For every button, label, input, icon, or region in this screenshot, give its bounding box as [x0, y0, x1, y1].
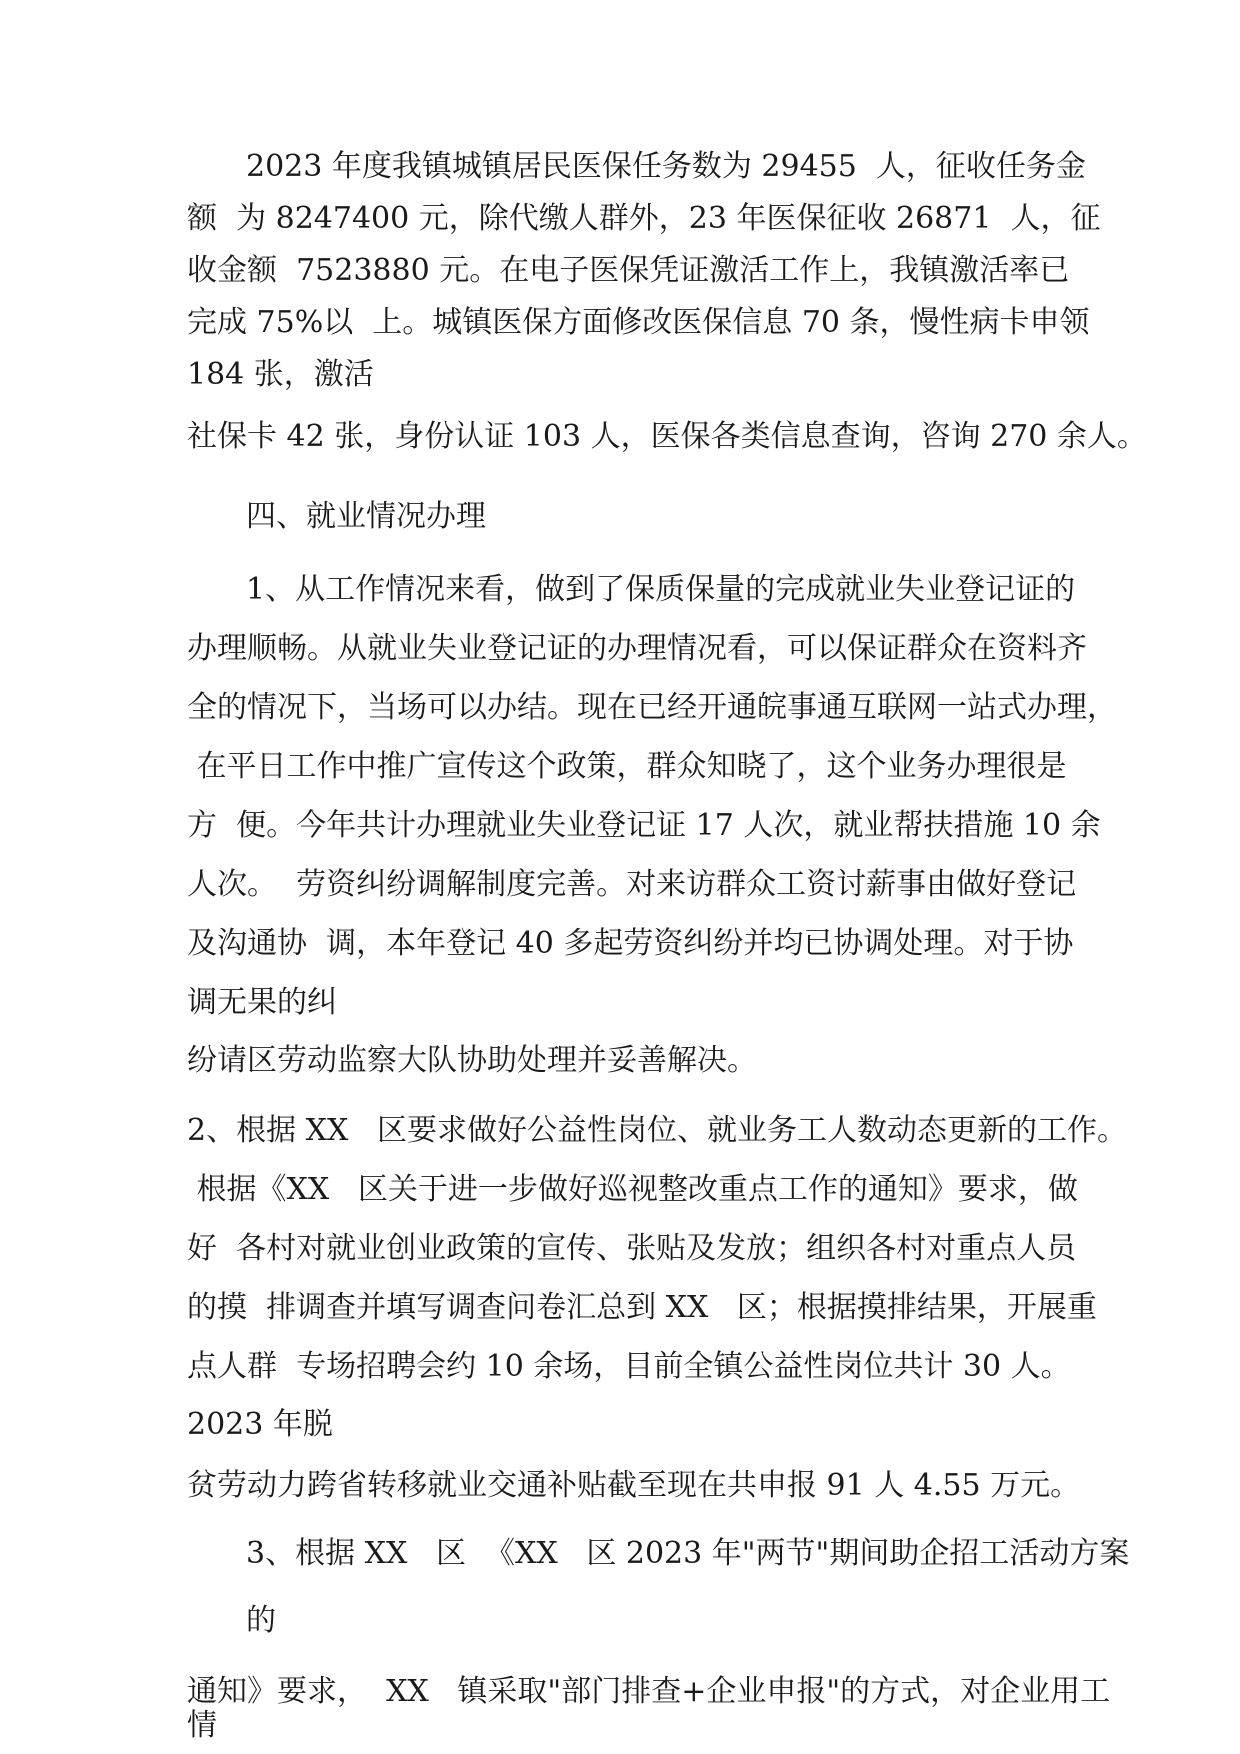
text-line: 根据《XX 区关于进一步做好巡视整改重点工作的通知》要求，做 [187, 1172, 1078, 1207]
text-line: 3、根据 XX 区 《XX 区 2023 年"两节"期间助企招工活动方案 [246, 1536, 1130, 1571]
text-line: 贫劳动力跨省转移就业交通补贴截至现在共申报 91 人 4.55 万元。 [187, 1468, 1081, 1503]
text-line: 184 张，激活 [187, 357, 374, 392]
section-heading: 四、就业情况办理 [246, 499, 486, 534]
text-line: 的 [246, 1603, 276, 1638]
text-line: 在平日工作中推广宣传这个政策，群众知晓了，这个业务办理很是 [187, 749, 1067, 784]
text-line: 点人群 专场招聘会约 10 余场，目前全镇公益性岗位共计 30 人。 [187, 1349, 1071, 1384]
text-line: 通知》要求， XX 镇采取"部门排查+企业申报"的方式，对企业用工 [187, 1674, 1111, 1709]
text-line: 收金额 7523880 元。在电子医保凭证激活工作上，我镇激活率已 [187, 253, 1070, 288]
text-line: 完成 75%以 上。城镇医保方面修改医保信息 70 条，慢性病卡申领 [187, 305, 1090, 340]
text-line: 及沟通协 调，本年登记 40 多起劳资纠纷并均已协调处理。对于协 [187, 926, 1074, 961]
text-line: 1、从工作情况来看，做到了保质保量的完成就业失业登记证的 [246, 572, 1076, 607]
text-line: 额 为 8247400 元，除代缴人群外，23 年医保征收 26871 人，征 [187, 201, 1101, 236]
text-line: 好 各村对就业创业政策的宣传、张贴及发放；组织各村对重点人员 [187, 1231, 1077, 1266]
text-line: 2023 年脱 [187, 1407, 333, 1442]
text-line: 人次。 劳资纠纷调解制度完善。对来访群众工资讨薪事由做好登记 [187, 867, 1077, 902]
text-line: 2023 年度我镇城镇居民医保任务数为 29455 人，征收任务金 [246, 149, 1086, 184]
text-line: 纷请区劳动监察大队协助处理并妥善解决。 [187, 1043, 757, 1078]
text-line: 方 便。今年共计办理就业失业登记证 17 人次，就业帮扶措施 10 余 [187, 808, 1101, 843]
text-line: 社保卡 42 张，身份认证 103 人，医保各类信息查询，咨询 270 余人。 [187, 419, 1147, 454]
text-line: 办理顺畅。从就业失业登记证的办理情况看，可以保证群众在资料齐 [187, 631, 1087, 666]
text-line: 2、根据 XX 区要求做好公益性岗位、就业务工人数动态更新的工作。 [187, 1113, 1127, 1148]
text-line: 全的情况下，当场可以办结。现在已经开通皖事通互联网一站式办理， [187, 690, 1117, 725]
text-line: 调无果的纠 [187, 985, 337, 1020]
text-line: 的摸 排调查并填写调查问卷汇总到 XX 区；根据摸排结果，开展重 [187, 1290, 1097, 1325]
text-line: 情 [187, 1708, 217, 1743]
